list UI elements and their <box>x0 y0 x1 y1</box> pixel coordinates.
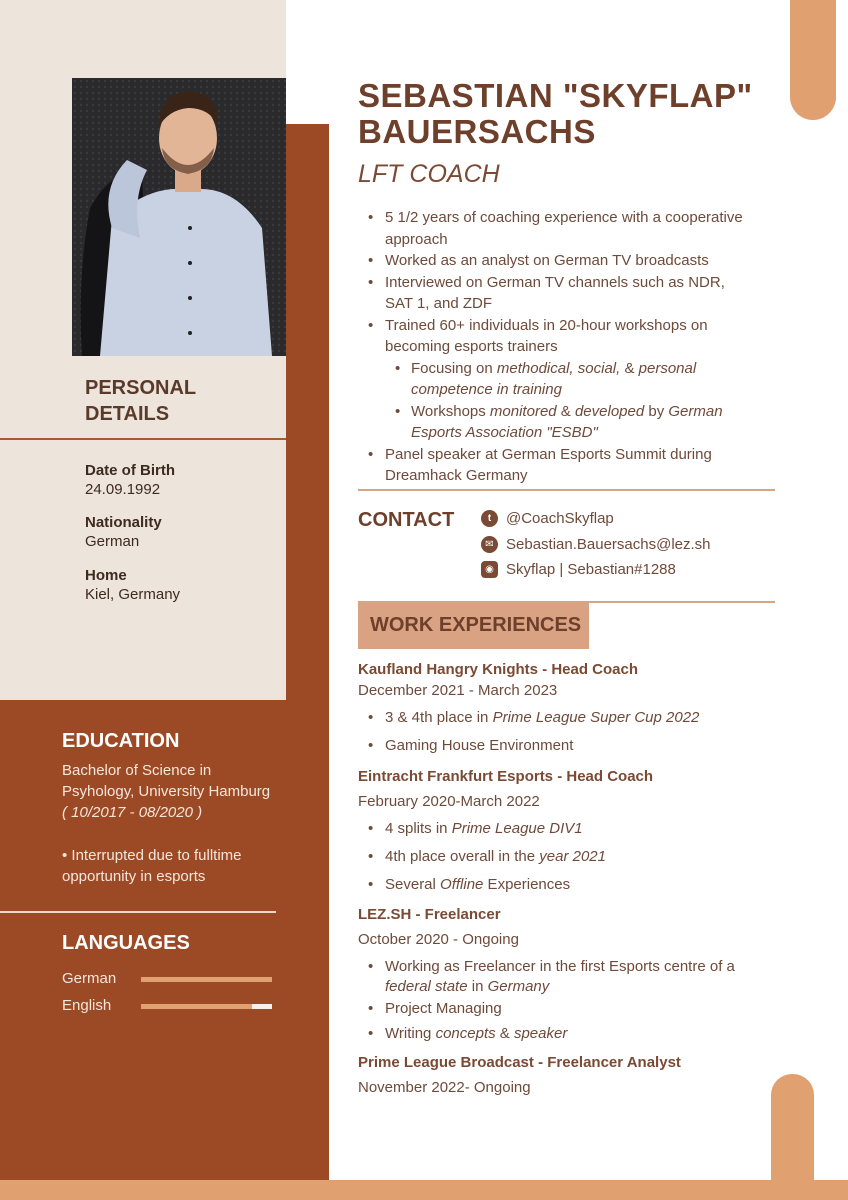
job-date: December 2021 - March 2023 <box>358 682 558 699</box>
summary-text: Esports Association "ESBD" <box>411 424 598 441</box>
home-label: Home <box>85 567 127 584</box>
job-bullet-text: Several <box>385 876 441 893</box>
job-bullet-text: Project Managing <box>385 1000 502 1017</box>
work-experiences-heading: WORK EXPERIENCES <box>370 614 582 636</box>
profile-photo <box>72 78 286 356</box>
languages-heading: LANGUAGES <box>62 932 190 954</box>
summary-text: developed <box>574 402 645 420</box>
job-date: February 2020-March 2022 <box>358 793 540 810</box>
job-entry <box>358 766 778 895</box>
job-bullet-text: Prime League DIV1 <box>451 820 583 837</box>
footer-band <box>0 1180 848 1200</box>
summary-text: by <box>644 402 669 420</box>
language-name-english: English <box>62 997 112 1014</box>
job-bullet-text: & <box>495 1025 514 1042</box>
list-item-sub <box>366 401 786 444</box>
personal-details-heading-line1: PERSONAL <box>85 377 197 399</box>
list-item <box>366 207 786 250</box>
job-bullet-text: Offline <box>440 876 484 893</box>
list-item <box>366 708 778 728</box>
contact-heading: CONTACT <box>358 509 455 531</box>
job-bullets <box>366 957 778 1044</box>
list-item <box>366 999 778 1019</box>
list-item <box>366 957 778 997</box>
discord-handle[interactable]: Skyflap | Sebastian#1288 <box>506 561 676 578</box>
education-details <box>62 760 302 823</box>
education-divider <box>0 911 276 913</box>
language-name-german: German <box>62 970 117 987</box>
summary-list <box>366 207 786 487</box>
summary-text: monitored <box>489 402 557 420</box>
summary-text: Dreamhack Germany <box>385 467 528 484</box>
job-title-entry: LEZ.SH - Freelancer <box>358 906 501 923</box>
list-item <box>366 1024 778 1044</box>
summary-text: personal <box>638 359 697 377</box>
summary-text: approach <box>385 230 448 248</box>
list-item <box>366 736 778 756</box>
candidate-name-line1: SEBASTIAN "SKYFLAP" <box>358 77 753 114</box>
education-note-line1: • Interrupted due to fulltime <box>62 847 242 864</box>
education-heading: EDUCATION <box>62 730 180 752</box>
list-item <box>366 819 778 839</box>
list-item <box>366 444 786 487</box>
job-bullet-text: Prime League Super Cup 2022 <box>492 709 700 726</box>
language-fill-german <box>141 977 272 982</box>
job-bullet-text: federal state <box>385 978 468 995</box>
dob-block <box>85 461 175 499</box>
job-bullets <box>366 708 778 756</box>
summary-text: SAT 1, and ZDF <box>385 295 492 312</box>
job-bullet-text: Germany <box>487 978 550 995</box>
job-date: October 2020 - Ongoing <box>358 931 519 948</box>
summary-text: Trained 60+ individuals in 20-hour workshops on <box>385 316 708 334</box>
home-value: Kiel, Germany <box>85 586 181 603</box>
language-fill-english <box>141 1004 252 1009</box>
education-note-line2: opportunity in esports <box>62 868 206 885</box>
summary-text: Panel speaker at German Esports Summit during <box>385 445 712 463</box>
job-bullet-text: Working as Freelancer in the first Esports centre of a <box>385 958 735 975</box>
education-degree-line2: Psyhology, University Hamburg <box>62 783 271 800</box>
summary-text: & <box>620 359 639 377</box>
list-item <box>366 272 786 315</box>
nationality-block <box>85 513 162 551</box>
personal-details-heading <box>85 375 196 427</box>
email-icon: ✉ <box>481 536 498 553</box>
email-address[interactable]: Sebastian.Bauersachs@lez.sh <box>506 536 711 553</box>
education-degree-line1: Bachelor of Science in <box>62 762 212 779</box>
personal-details-divider <box>0 438 286 440</box>
twitter-icon: t <box>481 510 498 527</box>
job-entry <box>358 904 778 1044</box>
nationality-label: Nationality <box>85 514 162 531</box>
contact-discord[interactable] <box>481 561 676 578</box>
summary-text: methodical, social, <box>496 359 621 377</box>
job-bullets <box>366 819 778 895</box>
discord-icon: ◉ <box>481 561 498 578</box>
dob-label: Date of Birth <box>85 462 175 479</box>
job-bullet-text: 4th place overall in the <box>385 848 540 865</box>
twitter-handle[interactable]: @CoachSkyflap <box>506 510 614 527</box>
contact-email[interactable] <box>481 536 711 553</box>
job-bullet-text: 3 & 4th place in <box>385 709 493 726</box>
job-bullet-text: 4 splits in <box>385 820 452 837</box>
language-bar-german <box>141 977 272 982</box>
job-title-entry: Kaufland Hangry Knights - Head Coach <box>358 661 639 678</box>
contact-twitter[interactable] <box>481 510 614 527</box>
job-bullet-text: speaker <box>513 1025 568 1042</box>
portrait-illustration <box>72 78 286 356</box>
dob-value: 24.09.1992 <box>85 481 161 498</box>
list-item <box>366 875 778 895</box>
language-bar-english <box>141 1004 272 1009</box>
list-item <box>366 250 786 272</box>
personal-details-heading-line2: DETAILS <box>85 403 170 425</box>
summary-text: German <box>668 402 723 420</box>
job-bullet-text: Gaming House Environment <box>385 737 574 754</box>
job-title-entry: Prime League Broadcast - Freelancer Analyst <box>358 1054 681 1071</box>
summary-text: & <box>556 402 575 420</box>
summary-text: becoming esports trainers <box>385 338 558 355</box>
candidate-name <box>358 78 753 150</box>
list-item <box>366 315 786 358</box>
summary-text: competence in training <box>411 381 562 398</box>
home-block <box>85 566 180 604</box>
job-bullet-text: Writing <box>385 1025 436 1042</box>
job-title-entry: Eintracht Frankfurt Esports - Head Coach <box>358 768 654 785</box>
summary-text: Focusing on <box>411 359 497 377</box>
summary-text: Interviewed on German TV channels such as NDR, <box>385 273 725 291</box>
list-item-sub <box>366 358 786 401</box>
job-bullet-text: concepts <box>435 1025 496 1042</box>
job-title: LFT COACH <box>358 160 500 188</box>
list-item <box>366 847 778 867</box>
job-date: November 2022- Ongoing <box>358 1079 531 1096</box>
education-note <box>62 845 302 887</box>
candidate-name-line2: BAUERSACHS <box>358 113 596 150</box>
job-bullet-text: year 2021 <box>539 848 606 865</box>
education-dates: ( 10/2017 - 08/2020 ) <box>62 804 203 821</box>
summary-text: 5 1/2 years of coaching experience with a cooperative <box>385 209 743 226</box>
summary-text: Worked as an analyst on German TV broadcasts <box>385 252 709 269</box>
summary-divider <box>358 489 775 491</box>
job-bullet-text: in <box>467 978 488 995</box>
summary-text: Workshops <box>411 402 490 420</box>
job-bullet-text: Experiences <box>483 876 571 893</box>
job-entry <box>358 659 778 756</box>
job-entry <box>358 1052 778 1098</box>
nationality-value: German <box>85 533 140 550</box>
decorative-pill-top <box>790 0 836 120</box>
